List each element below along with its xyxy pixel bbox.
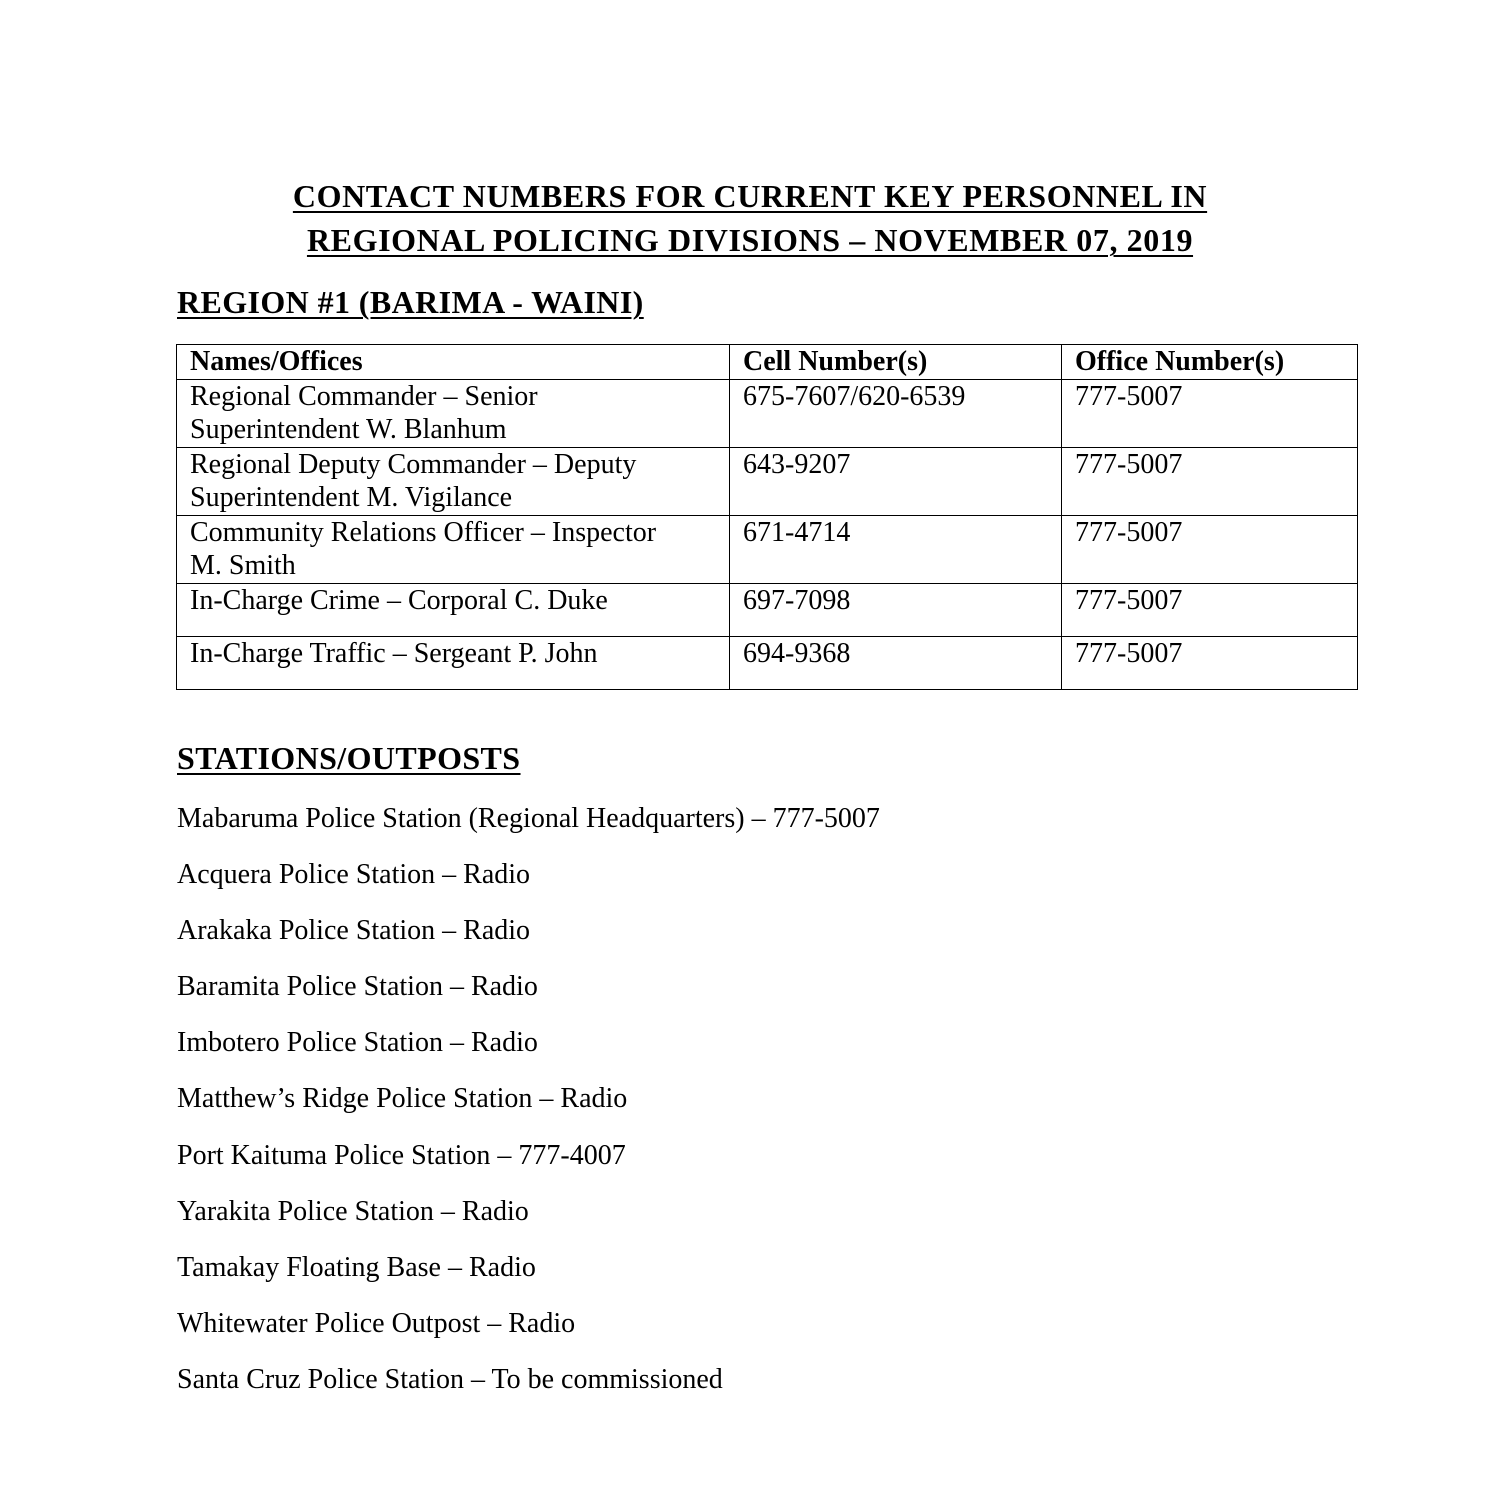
table-row [177,584,1358,637]
list-item: Yarakita Police Station – Radio [177,1195,529,1227]
table-row [177,448,1358,516]
list-item: Acquera Police Station – Radio [177,859,531,891]
name-office-line: M. Smith [190,550,296,581]
column-header-office-numbers: Office Number(s) [1062,345,1358,380]
cell-number-cell: 694-9368 [730,637,1062,690]
name-office-line: Community Relations Officer – Inspector [190,517,657,548]
list-item: Tamakay Floating Base – Radio [177,1251,536,1283]
name-office-line: Regional Deputy Commander – Deputy [190,449,637,480]
list-item: Mabaruma Police Station (Regional Headquarters) – 777-5007 [177,803,880,834]
list-item: Matthew’s Ridge Police Station – Radio [177,1083,628,1115]
column-header-cell-numbers: Cell Number(s) [730,345,1062,380]
cell-number-cell: 675-7607/620-6539 [730,380,1062,448]
cell-number-cell: 671-4714 [730,516,1062,584]
cell-number-cell: 697-7098 [730,584,1062,637]
stations-heading: STATIONS/OUTPOSTS [177,740,521,776]
name-office-line: Superintendent W. Blanhum [190,414,507,445]
column-header-names-offices: Names/Offices [177,345,730,380]
stations-list [177,800,880,1417]
office-number-cell: 777-5007 [1062,516,1358,584]
name-office-cell: In-Charge Traffic – Sergeant P. John [177,637,730,690]
table-header-row [177,345,1358,380]
personnel-contact-table [176,344,1358,690]
name-office-cell [177,380,730,448]
region-heading: REGION #1 (BARIMA - WAINI) [177,284,644,320]
name-office-line: Superintendent M. Vigilance [190,482,513,513]
cell-number-cell: 643-9207 [730,448,1062,516]
office-number-cell: 777-5007 [1062,448,1358,516]
table-row [177,516,1358,584]
name-office-cell [177,448,730,516]
list-item: Arakaka Police Station – Radio [177,915,531,947]
list-item: Baramita Police Station – Radio [177,971,538,1003]
office-number-cell: 777-5007 [1062,380,1358,448]
list-item: Whitewater Police Outpost – Radio [177,1307,576,1339]
name-office-cell [177,516,730,584]
office-number-cell: 777-5007 [1062,637,1358,690]
name-office-line: Regional Commander – Senior [190,381,538,412]
page-title-line-1: CONTACT NUMBERS FOR CURRENT KEY PERSONNEL IN [292,178,1208,214]
list-item: Imbotero Police Station – Radio [177,1027,538,1059]
page-title [0,174,1500,262]
table-row [177,380,1358,448]
office-number-cell: 777-5007 [1062,584,1358,637]
page-title-line-2: REGIONAL POLICING DIVISIONS – NOVEMBER 07, 2019 [306,222,1194,258]
list-item: Port Kaituma Police Station – 777-4007 [177,1139,626,1171]
list-item: Santa Cruz Police Station – To be commissioned [177,1363,723,1395]
table-row [177,637,1358,690]
name-office-cell: In-Charge Crime – Corporal C. Duke [177,584,730,637]
